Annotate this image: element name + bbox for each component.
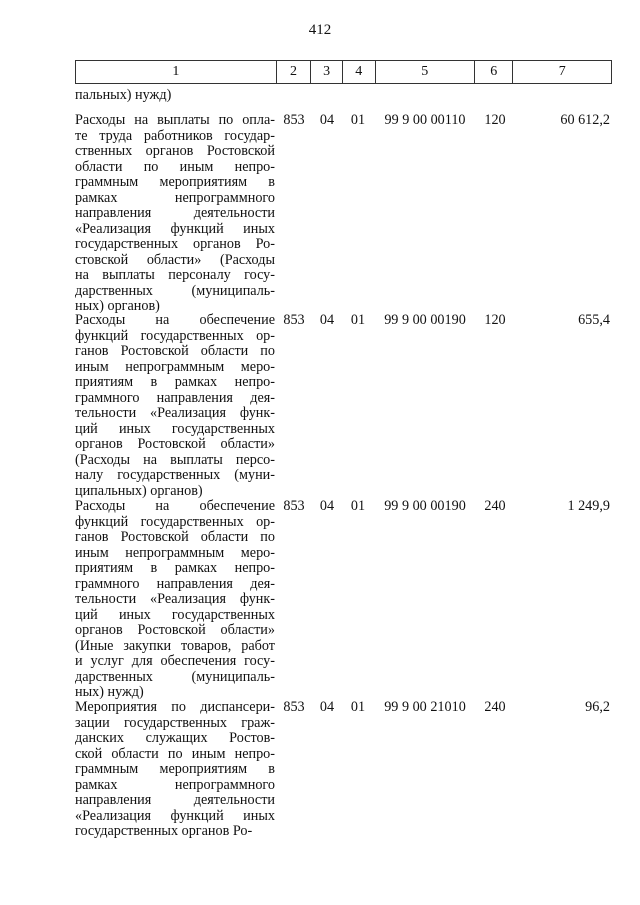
target-article-cell: 99 9 00 00190: [384, 312, 466, 328]
continued-text: пальных) нужд): [75, 87, 172, 103]
description-line: и услуг для обеспечения госу-: [75, 653, 275, 669]
description-line: тельности «Реализация функ-: [75, 405, 275, 421]
description-line: стовской области» (Расходы: [75, 251, 275, 268]
col-header-2: 2: [276, 61, 311, 84]
description-line: (Расходы на выплаты персо-: [75, 451, 275, 468]
section-code-cell: 04: [319, 112, 335, 128]
expense-type-cell: 120: [484, 112, 506, 128]
col-header-4: 4: [342, 61, 375, 84]
ministry-code-cell: 853: [283, 112, 305, 128]
description-line: граммным мероприятиям в: [75, 761, 275, 777]
description-line: Расходы на обеспечение: [75, 498, 275, 514]
page-number: 412: [308, 22, 332, 38]
description-line: Расходы на выплаты по опла-: [75, 112, 275, 128]
subsection-code-cell: 01: [350, 699, 366, 715]
description-line: направления деятельности: [75, 792, 275, 808]
expense-type-cell: 240: [484, 498, 506, 514]
table-header: [75, 60, 612, 84]
description-line: ций иных государственных: [75, 420, 275, 437]
description-line: ганов Ростовской области по: [75, 343, 275, 359]
amount-cell: 1 249,9: [567, 498, 610, 514]
amount-cell: 96,2: [585, 699, 610, 715]
subsection-code-cell: 01: [350, 498, 366, 514]
description-line: зации государственных граж-: [75, 714, 275, 731]
amount-cell: 655,4: [578, 312, 610, 328]
section-code-cell: 04: [319, 498, 335, 514]
expense-type-cell: 240: [484, 699, 506, 715]
col-header-7: 7: [513, 61, 612, 84]
description-line: Расходы на обеспечение: [75, 312, 275, 328]
description-line: ципальных) органов): [75, 482, 203, 499]
col-header-3: 3: [311, 61, 343, 84]
row-description: [75, 313, 275, 499]
ministry-code-cell: 853: [283, 312, 305, 328]
description-line: дарственных (муниципаль-: [75, 668, 275, 685]
target-article-cell: 99 9 00 00190: [384, 498, 466, 514]
description-line: «Реализация функций иных: [75, 807, 275, 824]
subsection-code-cell: 01: [350, 112, 366, 128]
description-line: направления деятельности: [75, 205, 275, 221]
description-line: государственных органов Ро-: [75, 236, 275, 252]
description-line: ственных органов Ростовской: [75, 143, 275, 159]
col-header-5: 5: [375, 61, 474, 84]
description-line: (Иные закупки товаров, работ: [75, 637, 275, 654]
section-code-cell: 04: [319, 699, 335, 715]
col-header-1: 1: [76, 61, 277, 84]
description-line: граммного направления дея-: [75, 575, 275, 592]
description-line: функций государственных ор-: [75, 513, 275, 530]
description-line: приятиям в рамках непро-: [75, 560, 275, 576]
description-line: рамках непрограммного: [75, 776, 275, 793]
description-line: функций государственных ор-: [75, 327, 275, 344]
target-article-cell: 99 9 00 00110: [384, 112, 466, 128]
description-line: на выплаты персоналу госу-: [75, 267, 275, 283]
amount-cell: 60 612,2: [560, 112, 610, 128]
description-line: дарственных (муниципаль-: [75, 282, 275, 299]
col-header-6: 6: [474, 61, 512, 84]
description-line: органов Ростовской области»: [75, 622, 275, 638]
description-line: ской области по иным непро-: [75, 745, 275, 762]
description-line: ций иных государственных: [75, 606, 275, 623]
description-line: ных) органов): [75, 298, 160, 314]
description-line: налу государственных (муни-: [75, 467, 275, 483]
description-line: области по иным непро-: [75, 158, 275, 175]
description-line: рамках непрограммного: [75, 189, 275, 206]
description-line: данских служащих Ростов-: [75, 730, 275, 746]
description-line: органов Ростовской области»: [75, 436, 275, 452]
description-line: те труда работников государ-: [75, 127, 275, 144]
section-code-cell: 04: [319, 312, 335, 328]
subsection-code-cell: 01: [350, 312, 366, 328]
description-line: иным непрограммным меро-: [75, 544, 275, 561]
row-description: [75, 700, 275, 840]
description-line: приятиям в рамках непро-: [75, 374, 275, 390]
ministry-code-cell: 853: [283, 699, 305, 715]
expense-type-cell: 120: [484, 312, 506, 328]
description-line: тельности «Реализация функ-: [75, 591, 275, 607]
row-description: [75, 113, 275, 315]
description-line: граммного направления дея-: [75, 389, 275, 406]
ministry-code-cell: 853: [283, 498, 305, 514]
description-line: ганов Ростовской области по: [75, 529, 275, 545]
row-description: [75, 499, 275, 701]
description-line: Мероприятия по диспансери-: [75, 699, 275, 715]
description-line: «Реализация функций иных: [75, 220, 275, 237]
description-line: государственных органов Ро-: [75, 823, 253, 839]
description-line: граммным мероприятиям в: [75, 174, 275, 190]
target-article-cell: 99 9 00 21010: [384, 699, 466, 715]
description-line: ных) нужд): [75, 684, 144, 700]
description-line: иным непрограммным меро-: [75, 358, 275, 375]
